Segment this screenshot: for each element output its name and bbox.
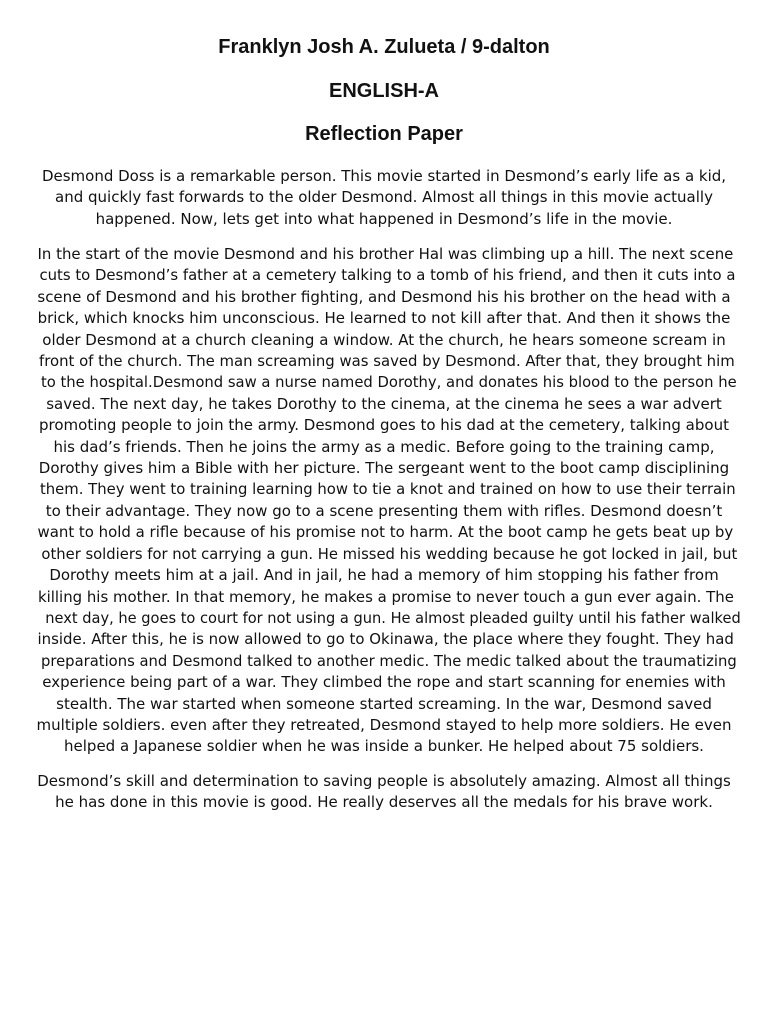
paragraph-line: Desmond Doss is a remarkable person. This movie started in Desmond’s early life as a kid, <box>41 167 727 185</box>
paragraph-line: inside. After this, he is now allowed to go to Okinawa, the place where they fought. They had <box>37 630 734 649</box>
paragraph-line: stealth. The war started when someone started screaming. In the war, Desmond saved <box>56 694 712 713</box>
paragraph-line: preparations and Desmond talked to another medic. The medic talked about the traumatizing <box>40 651 737 670</box>
paragraph-line: to the hospital.Desmond saw a nurse named Dorothy, and donates his blood to the person he <box>40 373 737 392</box>
paragraph-line: want to hold a rifle because of his promise not to harm. At the boot camp he gets beat up by <box>37 523 734 542</box>
paragraph-line: experience being part of a war. They climbed the rope and start scanning for enemies with <box>42 673 726 692</box>
paragraph-line: multiple soldiers. even after they retreated, Desmond stayed to help more soldiers. He even <box>36 715 732 734</box>
paragraph-line: helped a Japanese soldier when he was inside a bunker. He helped about 75 soldiers. <box>64 737 704 756</box>
paragraph-line: Dorothy gives him a Bible with her picture. The sergeant went to the boot camp disciplining <box>38 459 730 478</box>
paragraph-line: next day, he goes to court for not using a gun. He almost pleaded guilty until his father walked <box>45 608 741 627</box>
paragraph-line: promoting people to join the army. Desmond goes to his dad at the cemetery, talking about <box>39 416 729 435</box>
paragraph-line: older Desmond at a church cleaning a window. At the church, he hears someone scream in <box>42 330 726 349</box>
paragraph-line: his dad’s friends. Then he joins the army as a medic. Before going to the training camp, <box>53 437 715 456</box>
document-title: Reflection Paper <box>305 123 463 145</box>
paragraph-line: Dorothy meets him at a jail. And in jail, he had a memory of him stopping his father from <box>49 566 719 585</box>
paragraph-line: saved. The next day, he takes Dorothy to the cinema, at the cinema he sees a war advert <box>46 394 722 413</box>
paragraph-line: them. They went to training learning how to tie a knot and trained on how to use their terrain <box>39 480 736 499</box>
paragraph-line: and quickly fast forwards to the older Desmond. Almost all things in this movie actually <box>55 188 713 207</box>
paragraph-line: happened. Now, lets get into what happened in Desmond’s life in the movie. <box>95 209 673 228</box>
paragraph-line: In the start of the movie Desmond and his brother Hal was climbing up a hill. The next scene <box>37 245 734 263</box>
paragraph-line: scene of Desmond and his brother fighting, and Desmond his his brother on the head with a <box>37 287 731 306</box>
paragraph-line: front of the church. The man screaming was saved by Desmond. After that, they brought him <box>38 352 735 371</box>
paragraph-line: Desmond’s skill and determination to saving people is absolutely amazing. Almost all things <box>37 772 731 790</box>
paragraph-line: to their advantage. They now go to a scene presenting them with rifles. Desmond doesn’t <box>45 501 723 520</box>
paragraph-line: killing his mother. In that memory, he makes a promise to never touch a gun ever again. The <box>37 587 734 606</box>
paragraph-line: cuts to Desmond’s father at a cemetery talking to a tomb of his friend, and then it cuts into a <box>39 266 736 285</box>
paragraph-line: other soldiers for not carrying a gun. He missed his wedding because he got locked in jail, but <box>41 544 738 563</box>
paragraph-intro <box>36 166 732 230</box>
paragraph-line: he has done in this movie is good. He really deserves all the medals for his brave work. <box>55 793 713 812</box>
author-line: Franklyn Josh A. Zulueta / 9-dalton <box>218 36 550 58</box>
paragraph-conclusion <box>36 771 732 814</box>
paragraph-summary <box>36 244 741 758</box>
course-line: ENGLISH-A <box>329 80 439 102</box>
paragraph-line: brick, which knocks him unconscious. He learned to not kill after that. And then it shows the <box>37 309 731 328</box>
